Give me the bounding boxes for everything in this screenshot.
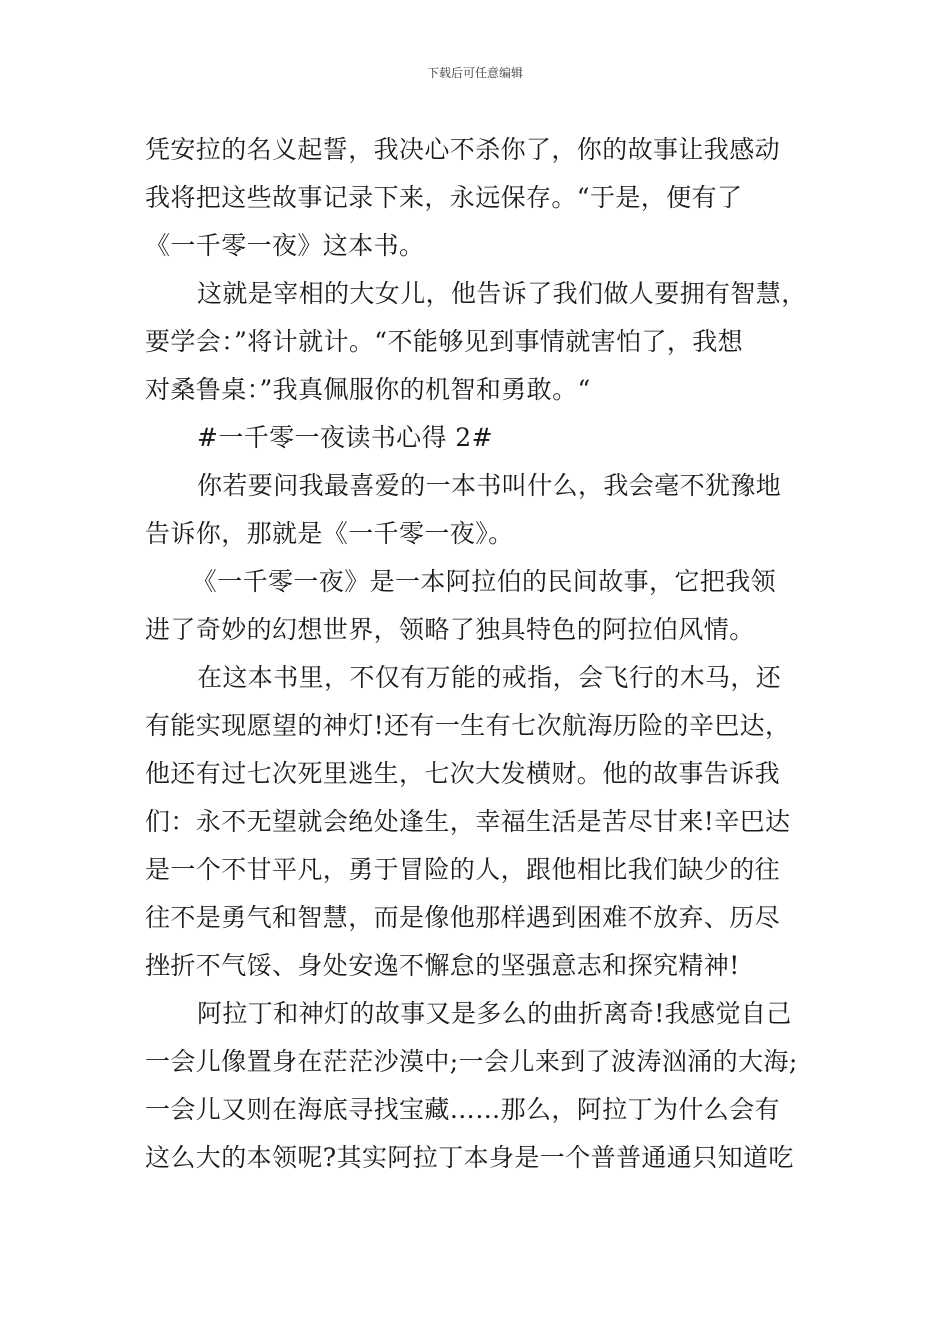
text-line: 你若要问我最喜爱的一本书叫什么，我会毫不犹豫地: [197, 471, 782, 500]
text-line: 往不是勇气和智慧，而是像他那样遇到困难不放弃、历尽: [145, 903, 781, 932]
text-line: 《一千零一夜》是一本阿拉伯的民间故事，它把我领: [191, 567, 776, 596]
text-line: 有能实现愿望的神灯!还有一生有七次航海历险的辛巴达，: [145, 711, 791, 740]
text-line: 这么大的本领呢?其实阿拉丁本身是一个普普通通只知道吃: [145, 1143, 794, 1172]
text-line: 我将把这些故事记录下来，永远保存。“于是，便有了: [145, 183, 743, 212]
text-line: 挫折不气馁、身处安逸不懈怠的坚强意志和探究精神!: [145, 951, 740, 980]
text-line: 要学会：”将计就计。“不能够见到事情就害怕了，我想: [145, 327, 744, 356]
text-line: 对桑鲁桌：”我真佩服你的机智和勇敢。“: [145, 375, 591, 404]
text-line: 在这本书里，不仅有万能的戒指，会飞行的木马，还: [197, 663, 782, 692]
text-line: 是一个不甘平凡，勇于冒险的人，跟他相比我们缺少的往: [145, 855, 781, 884]
text-line: 一会儿像置身在茫茫沙漠中;一会儿来到了波涛汹涌的大海;: [145, 1047, 798, 1076]
text-line: 阿拉丁和神灯的故事又是多么的曲折离奇!我感觉自己: [197, 999, 792, 1028]
page-header: 下载后可任意编辑: [426, 66, 523, 80]
text-line: 们：永不无望就会绝处逢生，幸福生活是苦尽甘来!辛巴达: [145, 807, 791, 836]
text-line: 告诉你，那就是《一千零一夜》。: [145, 519, 514, 548]
text-line: 《一千零一夜》这本书。: [145, 231, 425, 260]
text-line: 凭安拉的名义起誓，我决心不杀你了，你的故事让我感动: [145, 135, 781, 164]
text-line: 一会儿又则在海底寻找宝藏……那么，阿拉丁为什么会有: [145, 1095, 781, 1124]
text-line: 他还有过七次死里逃生，七次大发横财。他的故事告诉我: [145, 759, 781, 788]
section-heading: #一千零一夜读书心得 2#: [197, 423, 493, 452]
text-line: 进了奇妙的幻想世界，领略了独具特色的阿拉伯风情。: [145, 615, 755, 644]
document-body: [145, 130, 815, 1186]
text-line: 这就是宰相的大女儿，他告诉了我们做人要拥有智慧，: [197, 279, 807, 308]
